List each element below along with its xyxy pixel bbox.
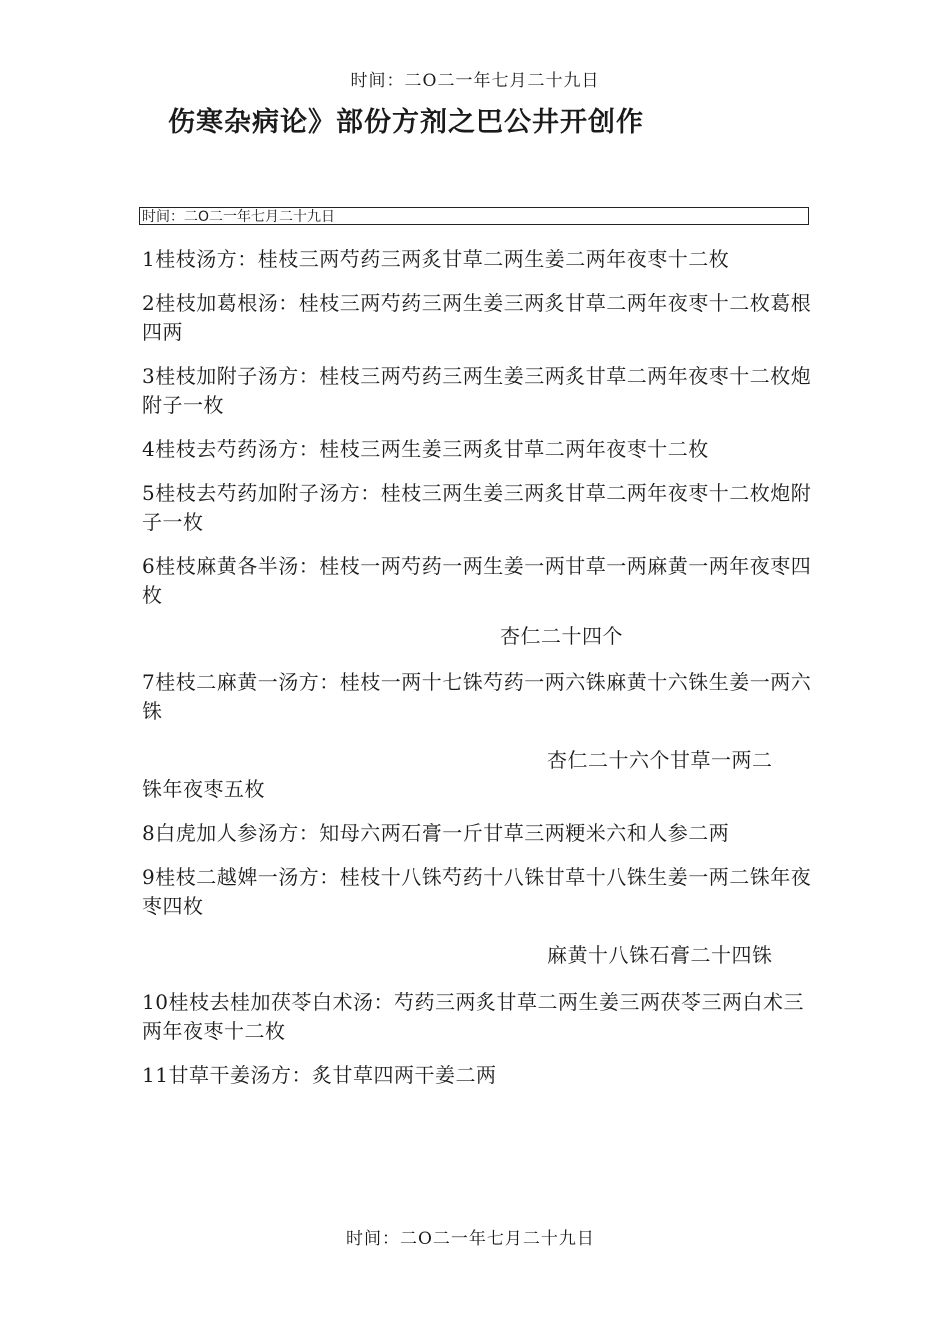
prescription-list bbox=[142, 245, 812, 1105]
entry-9-continuation: 麻黄十八铢石膏二十四铢 bbox=[547, 943, 773, 967]
entry-1: 1桂枝汤方：桂枝三两芍药三两炙甘草二两生姜二两年夜枣十二枚 bbox=[142, 247, 730, 271]
entry-3: 3桂枝加附子汤方：桂枝三两芍药三两生姜三两炙甘草二两年夜枣十二枚炮附子一枚 bbox=[142, 364, 812, 417]
entry-6: 6桂枝麻黄各半汤：桂枝一两芍药一两生姜一两甘草一两麻黄一两年夜枣四枚 bbox=[142, 554, 812, 607]
header-date: 时间：二O二一年七月二十九日 bbox=[350, 71, 600, 91]
footer-date: 时间：二O二一年七月二十九日 bbox=[346, 1229, 595, 1249]
entry-6-continuation: 杏仁二十四个 bbox=[500, 624, 623, 648]
entry-2: 2桂枝加葛根汤：桂枝三两芍药三两生姜三两炙甘草二两年夜枣十二枚葛根四两 bbox=[142, 291, 812, 344]
document-title: 伤寒杂病论》部份方剂之巴公井开创作 bbox=[168, 107, 644, 138]
entry-11: 11甘草干姜汤方：炙甘草四两干姜二两 bbox=[142, 1063, 497, 1087]
entry-8: 8白虎加人参汤方：知母六两石膏一斤甘草三两粳米六和人参二两 bbox=[142, 821, 730, 845]
entry-5: 5桂枝去芍药加附子汤方：桂枝三两生姜三两炙甘草二两年夜枣十二枚炮附子一枚 bbox=[142, 481, 812, 534]
entry-10: 10桂枝去桂加茯苓白术汤：芍药三两炙甘草二两生姜三两茯苓三两白术三两年夜枣十二枚 bbox=[142, 990, 804, 1043]
entry-7: 7桂枝二麻黄一汤方：桂枝一两十七铢芍药一两六铢麻黄十六铢生姜一两六铢 bbox=[142, 670, 812, 723]
entry-7-continuation: 杏仁二十六个甘草一两二 bbox=[547, 748, 773, 772]
entry-9: 9桂枝二越婢一汤方：桂枝十八铢芍药十八铢甘草十八铢生姜一两二铢年夜枣四枚 bbox=[142, 865, 812, 918]
entry-4: 4桂枝去芍药汤方：桂枝三两生姜三两炙甘草二两年夜枣十二枚 bbox=[142, 437, 709, 461]
entry-7-continuation-2: 铢年夜枣五枚 bbox=[142, 777, 265, 801]
date-box: 时间：二O二一年七月二十九日 bbox=[139, 207, 809, 225]
